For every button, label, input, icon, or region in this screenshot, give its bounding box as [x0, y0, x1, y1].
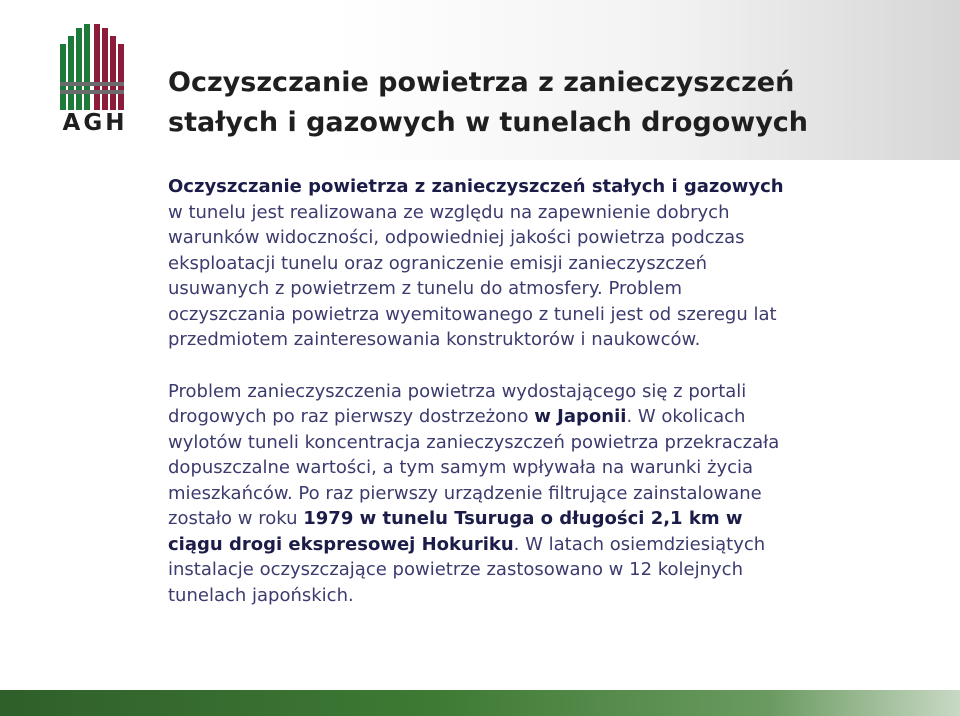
paragraph-2-line: tunelach japońskich. — [168, 584, 354, 606]
paragraph-1-line: warunków widoczności, odpowiedniej jakości powietrza podczas — [168, 227, 745, 248]
paragraph-2-text: drogowych po raz pierwszy dostrzeżono — [168, 406, 535, 427]
slide-title-line-1: Oczyszczanie powietrza z zanieczyszczeń — [168, 67, 795, 98]
paragraph-2-line: instalacje oczyszczające powietrze zastosowano w 12 kolejnych — [168, 559, 743, 580]
paragraph-2-line: mieszkańców. Po raz pierwszy urządzenie filtrujące zainstalowane — [168, 482, 762, 504]
agh-logo — [60, 24, 130, 136]
paragraph-2-emphasis: w Japonii — [534, 406, 627, 427]
paragraph-2-line — [168, 506, 938, 532]
paragraph-2-emphasis: ciągu drogi ekspresowej Hokuriku — [168, 533, 514, 555]
paragraph-2-text: . W okolicach — [626, 406, 746, 427]
paragraph-1-line: usuwanych z powietrzem z tunelu do atmosfery. Problem — [168, 278, 683, 299]
slide-body — [168, 174, 938, 608]
paragraph-2 — [168, 379, 938, 609]
paragraph-2-emphasis: 1979 w tunelu Tsuruga o długości 2,1 km w — [303, 508, 743, 529]
slide-title-line-2: stałych i gazowych w tunelach drogowych — [168, 107, 809, 138]
paragraph-gap — [168, 353, 938, 379]
paragraph-2-line — [168, 404, 938, 430]
slide-title — [168, 63, 928, 143]
agh-logo-bars-icon — [60, 24, 130, 112]
paragraph-2-text: . W latach osiemdziesiątych — [513, 533, 766, 555]
paragraph-2-text: zostało w roku — [168, 508, 304, 529]
paragraph-1-line: przedmiotem zainteresowania konstruktorów i naukowców. — [168, 329, 701, 350]
paragraph-2-line: Problem zanieczyszczenia powietrza wydostającego się z portali — [168, 380, 747, 402]
paragraph-1-line: w tunelu jest realizowana ze względu na zapewnienie dobrych — [168, 201, 730, 223]
paragraph-1-line: Oczyszczanie powietrza z zanieczyszczeń stałych i gazowych — [168, 176, 784, 197]
paragraph-1-line: eksploatacji tunelu oraz ograniczenie emisji zanieczyszczeń — [168, 252, 707, 274]
paragraph-2-line: wylotów tuneli koncentracja zanieczyszczeń powietrza przekraczała — [168, 431, 780, 453]
paragraph-1-line: oczyszczania powietrza wyemitowanego z tuneli jest od szeregu lat — [168, 303, 777, 325]
agh-logo-text: AGH — [62, 110, 128, 136]
paragraph-2-line: dopuszczalne wartości, a tym samym wpływała na warunki życia — [168, 457, 754, 478]
paragraph-2-line — [168, 532, 938, 558]
paragraph-1 — [168, 174, 938, 353]
footer-bar — [0, 690, 960, 716]
